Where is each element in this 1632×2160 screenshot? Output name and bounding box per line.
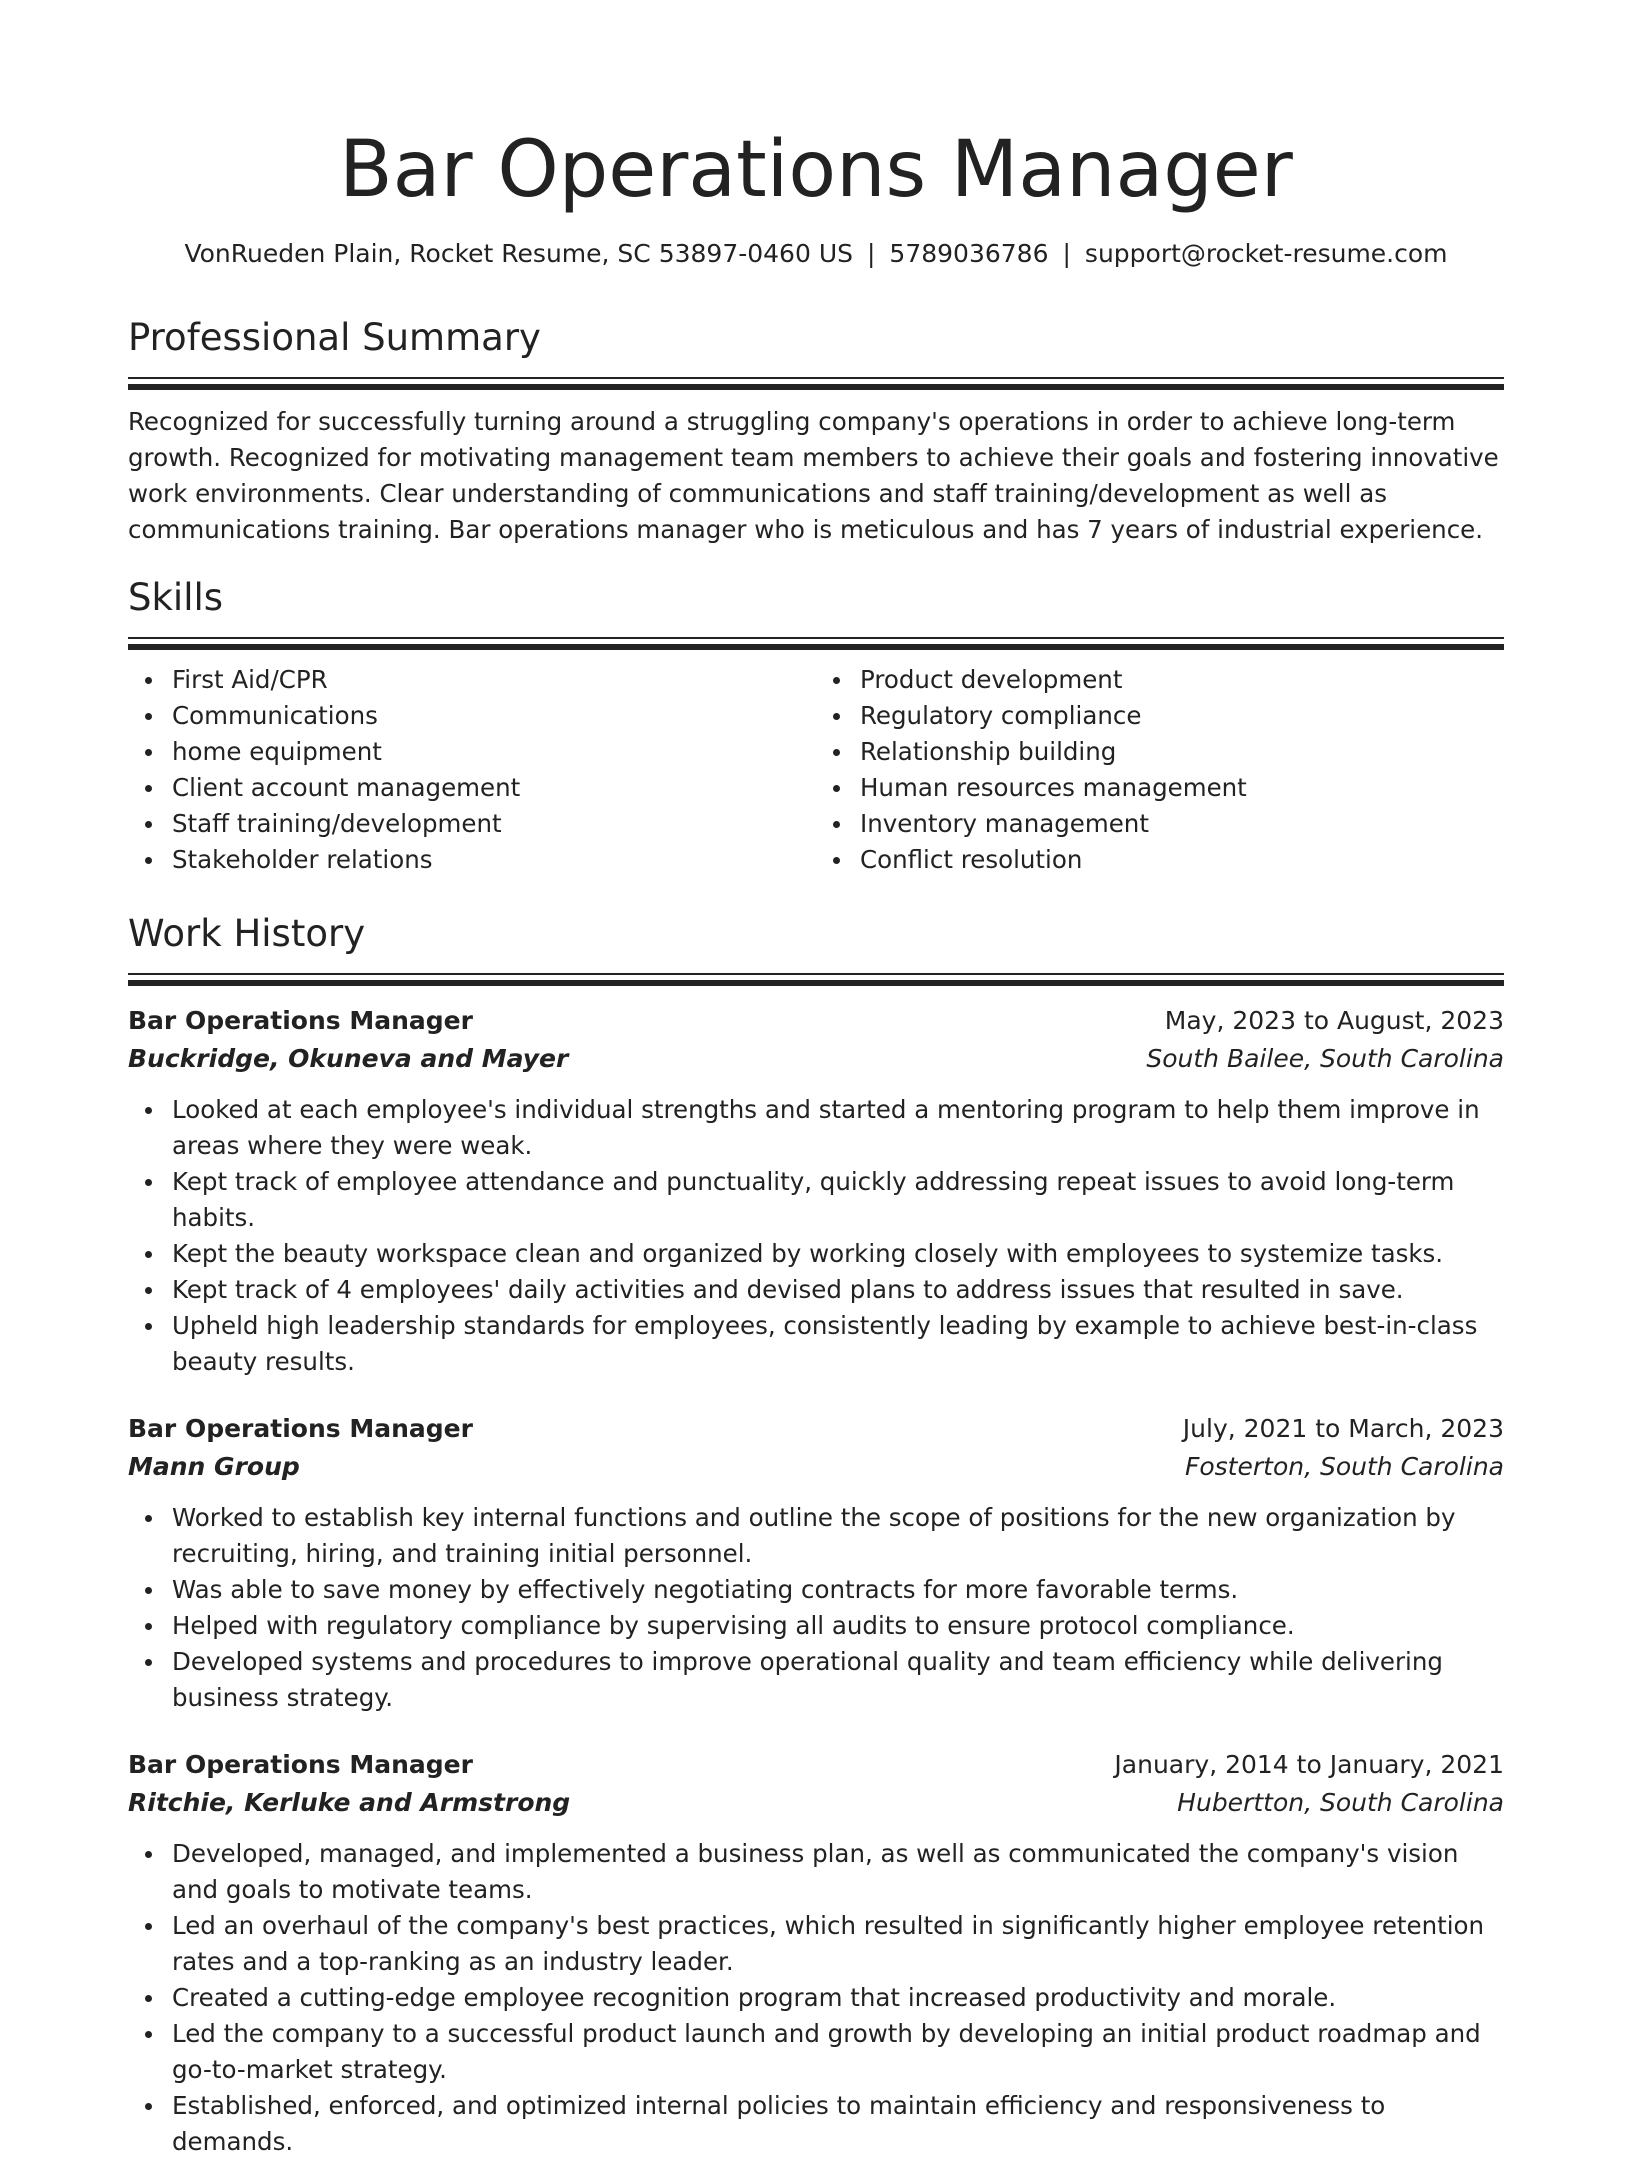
contact-line bbox=[128, 236, 1504, 272]
job-company: Ritchie, Kerluke and Armstrong bbox=[128, 1788, 571, 1817]
skill-item: Communications bbox=[172, 698, 816, 734]
summary-text: Recognized for successfully turning around a struggling company's operations in order to achieve long-term growth. Recognized for motivating management team members to achieve their goals and fostering innovative work environments. Clear understanding of communications and staff training/development as well as communications training. Bar operations manager who is meticulous and has 7 years of industrial experience. bbox=[128, 407, 1499, 544]
job-location: South Bailee, South Carolina bbox=[1146, 1044, 1504, 1073]
job-subheader-row bbox=[128, 1448, 1504, 1486]
job-bullet: Looked at each employee's individual strengths and started a mentoring program to help them improve in areas where they were weak. bbox=[172, 1092, 1504, 1164]
job-header-row bbox=[128, 1746, 1504, 1784]
skills-section bbox=[128, 574, 1504, 878]
contact-separator: | bbox=[866, 239, 876, 268]
skill-item: Staff training/development bbox=[172, 806, 816, 842]
skill-item: Human resources management bbox=[860, 770, 1504, 806]
job-bullet: Upheld high leadership standards for employees, consistently leading by example to achieve best-in-class beauty results. bbox=[172, 1308, 1504, 1380]
job-subheader-row bbox=[128, 1784, 1504, 1822]
job-bullet: Led the company to a successful product launch and growth by developing an initial product roadmap and go-to-market strategy. bbox=[172, 2016, 1504, 2088]
job-bullet: Developed, managed, and implemented a business plan, as well as communicated the company's vision and goals to motivate teams. bbox=[172, 1836, 1504, 1908]
contact-phone: 5789036786 bbox=[889, 239, 1049, 268]
resume-page bbox=[128, 0, 1504, 2160]
section-title-skills: Skills bbox=[128, 576, 224, 619]
job-header-row bbox=[128, 1410, 1504, 1448]
section-title-summary: Professional Summary bbox=[128, 316, 541, 359]
skill-item: Client account management bbox=[172, 770, 816, 806]
skill-item: Conflict resolution bbox=[860, 842, 1504, 878]
job-bullets bbox=[128, 1500, 1504, 1716]
resume-name: Bar Operations Manager bbox=[339, 125, 1293, 215]
skill-item: Regulatory compliance bbox=[860, 698, 1504, 734]
contact-email: support@rocket-resume.com bbox=[1084, 239, 1448, 268]
job-bullet: Worked to establish key internal functions and outline the scope of positions for the new organization by recruiting, hiring, and training initial personnel. bbox=[172, 1500, 1504, 1572]
job-bullet: Helped with regulatory compliance by supervising all audits to ensure protocol compliance. bbox=[172, 1608, 1504, 1644]
contact-address: VonRueden Plain, Rocket Resume, SC 53897-0460 US bbox=[184, 239, 853, 268]
section-rule bbox=[128, 637, 1504, 639]
skills-column-left bbox=[128, 662, 816, 878]
job-entry bbox=[128, 1002, 1504, 1380]
job-location: Fosterton, South Carolina bbox=[1184, 1452, 1504, 1481]
job-title: Bar Operations Manager bbox=[128, 1414, 473, 1443]
job-company: Mann Group bbox=[128, 1452, 300, 1481]
job-entry bbox=[128, 1746, 1504, 2160]
job-entry bbox=[128, 1410, 1504, 1716]
section-title-work-history: Work History bbox=[128, 912, 366, 955]
job-bullet: Kept track of employee attendance and punctuality, quickly addressing repeat issues to avoid long-term habits. bbox=[172, 1164, 1504, 1236]
job-title: Bar Operations Manager bbox=[128, 1750, 473, 1779]
work-history-section bbox=[128, 910, 1504, 2160]
job-header-row bbox=[128, 1002, 1504, 1040]
section-rule bbox=[128, 377, 1504, 379]
job-title: Bar Operations Manager bbox=[128, 1006, 473, 1035]
section-rule-thick bbox=[128, 384, 1504, 390]
skill-item: First Aid/CPR bbox=[172, 662, 816, 698]
job-bullet: Established, enforced, and optimized internal policies to maintain efficiency and responsiveness to demands. bbox=[172, 2088, 1504, 2160]
summary-section bbox=[128, 314, 1504, 548]
job-bullet: Created a cutting-edge employee recognition program that increased productivity and morale. bbox=[172, 1980, 1504, 2016]
skill-item: Stakeholder relations bbox=[172, 842, 816, 878]
skill-item: Relationship building bbox=[860, 734, 1504, 770]
skill-item: Inventory management bbox=[860, 806, 1504, 842]
skills-grid bbox=[128, 662, 1504, 878]
job-bullet: Was able to save money by effectively negotiating contracts for more favorable terms. bbox=[172, 1572, 1504, 1608]
section-rule-thick bbox=[128, 644, 1504, 650]
job-bullets bbox=[128, 1092, 1504, 1380]
job-bullet: Kept track of 4 employees' daily activities and devised plans to address issues that resulted in save. bbox=[172, 1272, 1504, 1308]
job-dates: January, 2014 to January, 2021 bbox=[1114, 1750, 1504, 1779]
job-bullet: Developed systems and procedures to improve operational quality and team efficiency while delivering business strategy. bbox=[172, 1644, 1504, 1716]
job-bullet: Kept the beauty workspace clean and organized by working closely with employees to systemize tasks. bbox=[172, 1236, 1504, 1272]
section-rule-thick bbox=[128, 980, 1504, 986]
job-dates: May, 2023 to August, 2023 bbox=[1164, 1006, 1504, 1035]
skill-item: Product development bbox=[860, 662, 1504, 698]
job-location: Hubertton, South Carolina bbox=[1177, 1788, 1504, 1817]
job-dates: July, 2021 to March, 2023 bbox=[1182, 1414, 1504, 1443]
skills-column-right bbox=[816, 662, 1504, 878]
skill-item: home equipment bbox=[172, 734, 816, 770]
contact-separator: | bbox=[1062, 239, 1071, 268]
job-company: Buckridge, Okuneva and Mayer bbox=[128, 1044, 569, 1073]
job-subheader-row bbox=[128, 1040, 1504, 1078]
job-bullets bbox=[128, 1836, 1504, 2160]
job-bullet: Led an overhaul of the company's best practices, which resulted in significantly higher employee retention rates and a top-ranking as an industry leader. bbox=[172, 1908, 1504, 1980]
section-rule bbox=[128, 973, 1504, 975]
